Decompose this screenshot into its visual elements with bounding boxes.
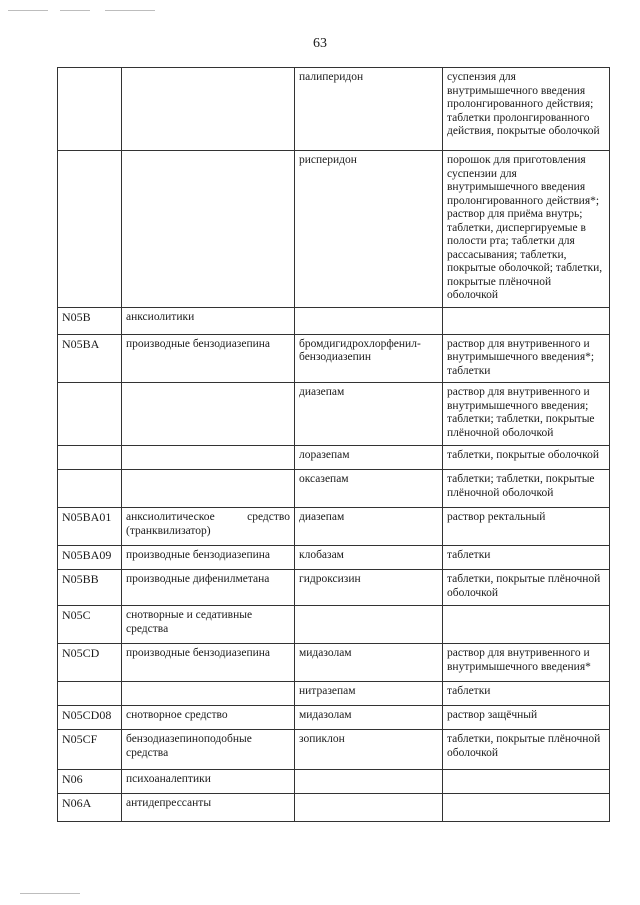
group-cell: производные бензодиазепина (122, 546, 295, 570)
dosage-form-cell: раствор для внутривенного и внутримышечного введения; таблетки; таблетки, покрытые плёночной оболочкой (443, 383, 610, 446)
group-cell (122, 682, 295, 706)
drug-name-cell: палиперидон (295, 68, 443, 151)
drug-name-cell (295, 307, 443, 334)
drug-name-cell: зопиклон (295, 730, 443, 770)
table-row (58, 470, 610, 508)
atc-code-cell (58, 383, 122, 446)
dosage-form-cell: таблетки, покрытые плёночной оболочкой (443, 730, 610, 770)
table-row (58, 606, 610, 644)
dosage-form-cell: раствор ректальный (443, 508, 610, 546)
group-cell: снотворное средство (122, 706, 295, 730)
atc-code-cell: N05BA09 (58, 546, 122, 570)
atc-code-cell: N05CD (58, 644, 122, 682)
atc-code-cell: N05B (58, 307, 122, 334)
table-row (58, 682, 610, 706)
drug-name-cell: бромдигидрохлорфенил-бензодиазепин (295, 334, 443, 383)
dosage-form-cell: порошок для приготовления суспензии для внутримышечного введения пролонгированного действия*; раствор для приёма внутрь; таблетки, диспергируемые в полости рта; таблетки для рассасывания; таблетки, покрытые оболочкой; таблетки, покрытые плёночной оболочкой (443, 151, 610, 308)
atc-code-cell: N05BB (58, 570, 122, 606)
group-cell: психоаналептики (122, 770, 295, 794)
atc-code-cell: N06 (58, 770, 122, 794)
dosage-form-cell: таблетки, покрытые плёночной оболочкой (443, 570, 610, 606)
dosage-form-cell: таблетки (443, 682, 610, 706)
group-cell: производные бензодиазепина (122, 334, 295, 383)
drug-name-cell: мидазолам (295, 706, 443, 730)
drug-name-cell: нитразепам (295, 682, 443, 706)
drug-name-cell: клобазам (295, 546, 443, 570)
dosage-form-cell: таблетки; таблетки, покрытые плёночной оболочкой (443, 470, 610, 508)
drug-name-cell: гидроксизин (295, 570, 443, 606)
atc-code-cell (58, 446, 122, 470)
dosage-form-cell: таблетки, покрытые оболочкой (443, 446, 610, 470)
drug-name-cell: диазепам (295, 508, 443, 546)
table-row (58, 794, 610, 822)
group-cell (122, 151, 295, 308)
table-row (58, 307, 610, 334)
drug-table (57, 67, 610, 822)
dosage-form-cell (443, 307, 610, 334)
group-cell (122, 446, 295, 470)
scan-artifact (105, 10, 155, 11)
group-cell: анксиолитическое средство (транквилизатор) (122, 508, 295, 546)
scan-artifact (20, 893, 80, 894)
table-row (58, 151, 610, 308)
atc-code-cell: N05BA01 (58, 508, 122, 546)
table-row (58, 730, 610, 770)
group-cell: производные бензодиазепина (122, 644, 295, 682)
atc-code-cell: N06A (58, 794, 122, 822)
atc-code-cell (58, 151, 122, 308)
drug-name-cell: мидазолам (295, 644, 443, 682)
table-row (58, 446, 610, 470)
atc-code-cell (58, 68, 122, 151)
scan-artifact (60, 10, 90, 11)
drug-name-cell (295, 794, 443, 822)
table-row (58, 546, 610, 570)
scan-artifact (8, 10, 48, 11)
dosage-form-cell: раствор защёчный (443, 706, 610, 730)
table-row (58, 383, 610, 446)
group-cell: снотворные и седативные средства (122, 606, 295, 644)
dosage-form-cell: раствор для внутривенного и внутримышечного введения* (443, 644, 610, 682)
atc-code-cell: N05CF (58, 730, 122, 770)
table-row (58, 706, 610, 730)
atc-code-cell: N05CD08 (58, 706, 122, 730)
dosage-form-cell: раствор для внутривенного и внутримышечного введения*; таблетки (443, 334, 610, 383)
group-cell: антидепрессанты (122, 794, 295, 822)
drug-name-cell (295, 606, 443, 644)
group-cell (122, 383, 295, 446)
group-cell (122, 470, 295, 508)
drug-name-cell: рисперидон (295, 151, 443, 308)
drug-name-cell (295, 770, 443, 794)
dosage-form-cell: таблетки (443, 546, 610, 570)
group-cell: анксиолитики (122, 307, 295, 334)
drug-name-cell: лоразепам (295, 446, 443, 470)
table-row (58, 644, 610, 682)
drug-name-cell: оксазепам (295, 470, 443, 508)
table-row (58, 68, 610, 151)
table-row (58, 508, 610, 546)
drug-name-cell: диазепам (295, 383, 443, 446)
table-row (58, 334, 610, 383)
dosage-form-cell (443, 770, 610, 794)
atc-code-cell: N05BA (58, 334, 122, 383)
atc-code-cell (58, 682, 122, 706)
table-row (58, 570, 610, 606)
group-cell: производные дифенилметана (122, 570, 295, 606)
group-cell: бензодиазепиноподобные средства (122, 730, 295, 770)
atc-code-cell (58, 470, 122, 508)
dosage-form-cell: суспензия для внутримышечного введения пролонгированного действия; таблетки пролонгированного действия, покрытые оболочкой (443, 68, 610, 151)
page-number: 63 (313, 36, 327, 51)
group-cell (122, 68, 295, 151)
dosage-form-cell (443, 606, 610, 644)
table-row (58, 770, 610, 794)
atc-code-cell: N05C (58, 606, 122, 644)
dosage-form-cell (443, 794, 610, 822)
